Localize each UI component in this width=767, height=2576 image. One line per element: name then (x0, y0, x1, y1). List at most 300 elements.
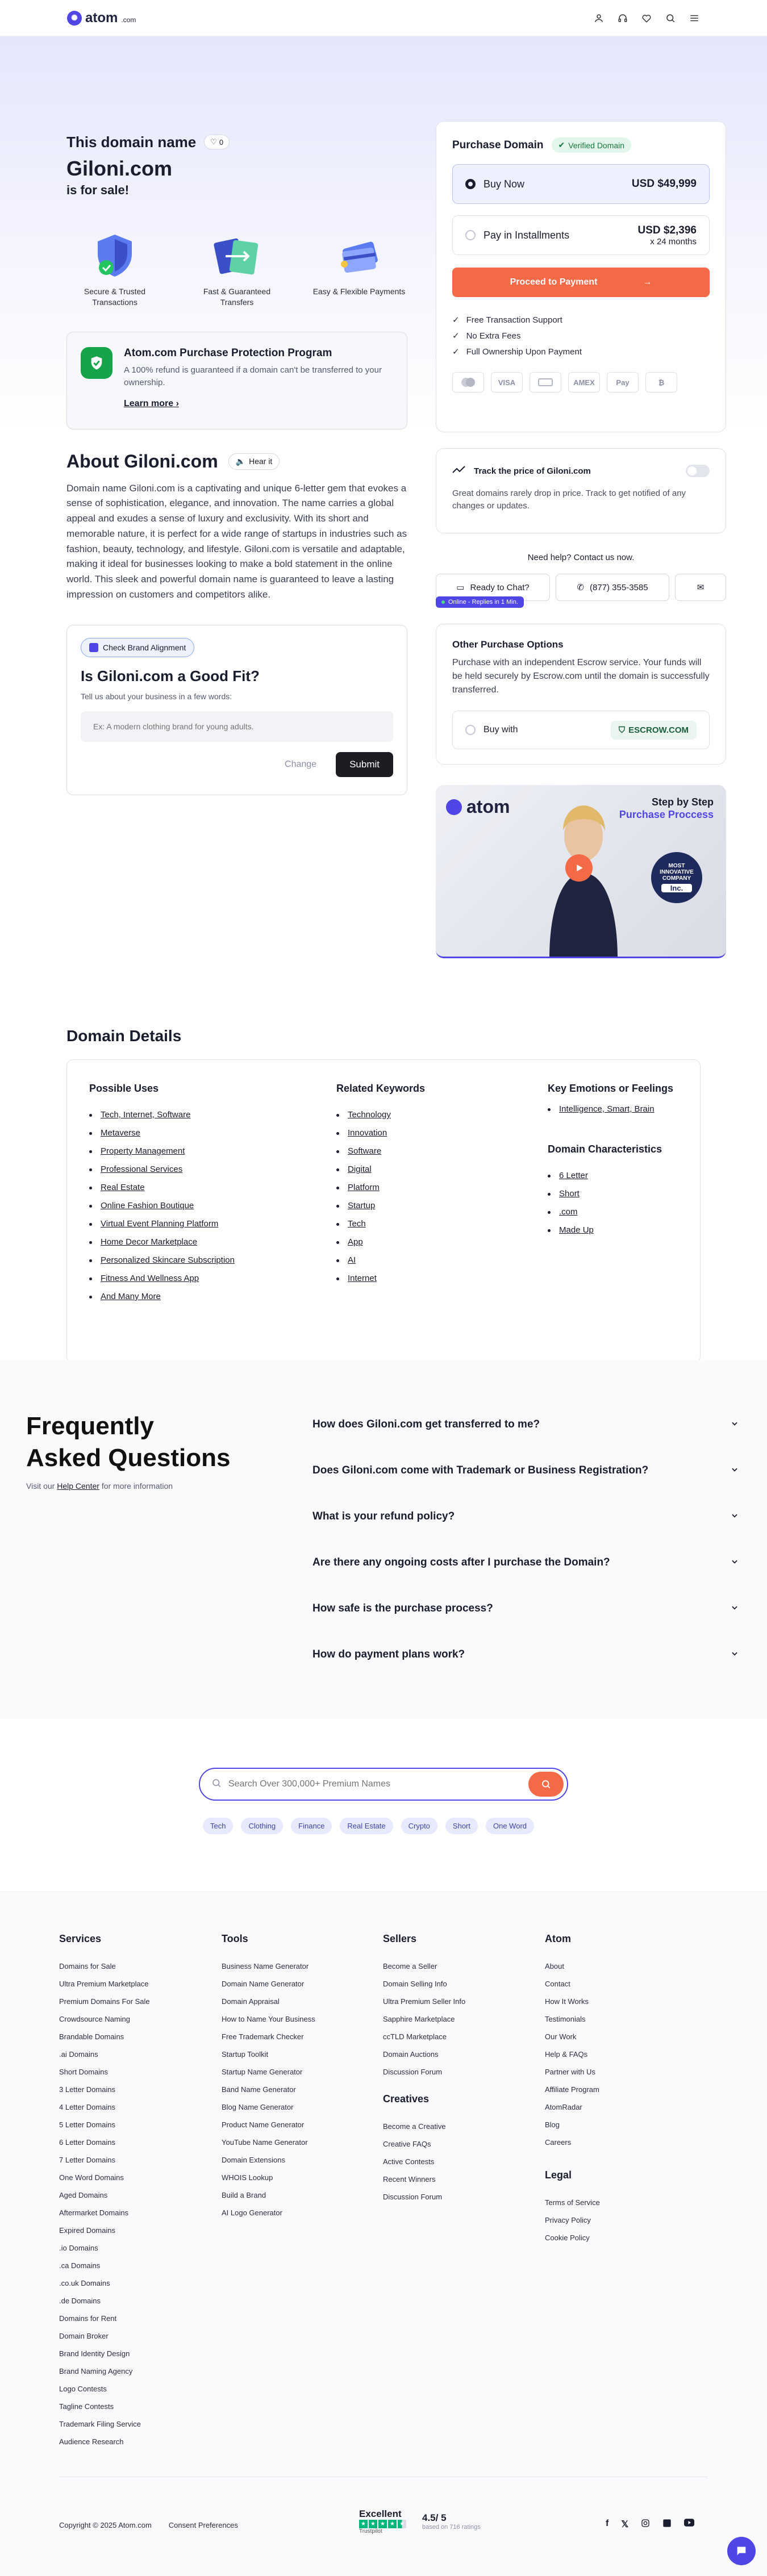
video-title (619, 796, 714, 821)
buy-now-label: Buy Now (483, 178, 525, 190)
emotion-item-label: Intelligence, Smart, Brain (559, 1104, 655, 1114)
emotions-column (548, 1083, 678, 1239)
benefit-label: No Extra Fees (466, 331, 521, 341)
footer-link[interactable]: Recent Winners (383, 2175, 436, 2183)
possible-uses-title: Possible Uses (89, 1083, 159, 1094)
payment-methods (452, 372, 710, 393)
possible-use-item[interactable] (89, 1270, 305, 1288)
feature-list (66, 229, 407, 308)
video-logo-text: atom (466, 796, 510, 817)
trustpilot-ratings: based on 716 ratings (422, 2524, 481, 2531)
footer-tools-title: Tools (222, 1933, 248, 1944)
footer-link[interactable]: Testimonials (545, 2015, 586, 2023)
faq-item[interactable] (312, 1447, 739, 1493)
faq-title-line1: Frequently (26, 1412, 154, 1440)
badge-brand: Inc. (661, 884, 692, 892)
faq-sub-prefix: Visit our (26, 1481, 55, 1491)
keyword-item-label: Tech (348, 1219, 366, 1229)
keyword-item[interactable] (336, 1251, 478, 1270)
footer-link[interactable]: Our Work (545, 2032, 577, 2041)
footer-link[interactable]: Crowdsource Naming (59, 2015, 130, 2023)
learn-more-link[interactable] (124, 399, 179, 409)
footer-sellers (383, 1933, 465, 2206)
feature-secure (66, 229, 163, 308)
keywords-column (336, 1083, 478, 1288)
purchase-process-video[interactable] (436, 785, 726, 958)
domain-info-column (66, 131, 407, 795)
transfer-cards-icon (189, 229, 285, 282)
footer-link[interactable]: How It Works (545, 1997, 589, 2006)
footer-tools (222, 1933, 315, 2222)
feature-fast-label: Fast & Guaranteed Transfers (203, 287, 271, 307)
logo-suffix: .com (121, 15, 136, 24)
keyword-item[interactable] (336, 1106, 478, 1124)
footer-link[interactable]: Discussion Forum (383, 2068, 443, 2076)
footer-link[interactable]: Product Name Generator (222, 2120, 305, 2129)
possible-use-item-label: Home Decor Marketplace (101, 1237, 198, 1247)
footer-link[interactable]: Aged Domains (59, 2191, 108, 2199)
search-icon[interactable] (665, 12, 676, 24)
chevron-down-icon (731, 1464, 739, 1477)
benefit-item (452, 344, 710, 360)
keyword-item-label: Internet (348, 1274, 377, 1283)
trustpilot-stars (359, 2520, 406, 2528)
characteristic-item[interactable] (548, 1203, 678, 1221)
verified-label: Verified Domain (568, 140, 625, 150)
escrow-radio[interactable] (465, 725, 476, 735)
footer-link[interactable]: Cookie Policy (545, 2233, 590, 2242)
hero-line1-text: This domain name (66, 133, 197, 151)
instagram-icon[interactable] (641, 2519, 650, 2531)
possible-use-item[interactable] (89, 1142, 305, 1160)
linkedin-icon[interactable] (662, 2519, 672, 2531)
menu-icon[interactable] (689, 12, 700, 24)
escrow-option[interactable] (452, 711, 710, 749)
possible-use-item-label: Metaverse (101, 1128, 141, 1138)
keyword-item-label: Technology (348, 1110, 391, 1120)
emotion-item[interactable] (548, 1100, 678, 1118)
keyword-item-label: App (348, 1237, 363, 1247)
faq-question: How safe is the purchase process? (312, 1602, 493, 1614)
star-icon: ★ (378, 2520, 387, 2528)
footer-link[interactable]: Discussion Forum (383, 2193, 443, 2201)
footer-link[interactable]: AI Logo Generator (222, 2208, 282, 2217)
footer-link[interactable]: About (545, 1962, 564, 1970)
footer-link[interactable]: Domain Broker (59, 2332, 109, 2340)
possible-use-item-label: Tech, Internet, Software (101, 1110, 191, 1120)
faq-item[interactable] (312, 1401, 739, 1447)
footer-atom (545, 1933, 600, 2247)
star-icon: ★ (359, 2520, 368, 2528)
fit-title: Is Giloni.com a Good Fit? (81, 667, 260, 685)
footer-link[interactable]: .ca Domains (59, 2261, 101, 2270)
keyword-item[interactable] (336, 1215, 478, 1233)
trustpilot-label: Trustpilot (359, 2528, 382, 2535)
footer-link[interactable]: Ultra Premium Seller Info (383, 1997, 466, 2006)
keyword-item[interactable] (336, 1160, 478, 1179)
search-tag[interactable]: One Word (486, 1818, 534, 1834)
footer-link[interactable]: Creative FAQs (383, 2140, 431, 2148)
possible-use-item[interactable] (89, 1179, 305, 1197)
faq-question: What is your refund policy? (312, 1510, 455, 1522)
faq-title (26, 1410, 230, 1474)
footer-link[interactable]: Domains for Sale (59, 1962, 116, 1970)
check-circle-icon: ✔ (558, 140, 565, 149)
footer-link[interactable]: Trademark Filing Service (59, 2420, 141, 2428)
footer-link[interactable]: Audience Research (59, 2437, 124, 2446)
video-logo (446, 796, 510, 817)
copyright-text: Copyright © 2025 Atom.com (59, 2521, 152, 2529)
footer-link[interactable]: Startup Name Generator (222, 2068, 303, 2076)
hear-it-button[interactable] (228, 453, 280, 470)
premium-search-bar (199, 1768, 568, 1801)
chevron-down-icon (731, 1556, 739, 1569)
copyright-row (59, 2521, 238, 2529)
keyword-item-label: Startup (348, 1201, 376, 1210)
feature-easy (311, 229, 407, 308)
feature-easy-label: Easy & Flexible Payments (312, 287, 406, 296)
search-tag[interactable]: Short (445, 1818, 478, 1834)
about-header (66, 451, 407, 472)
footer-atom-title: Atom (545, 1933, 571, 1944)
possible-uses-column (89, 1083, 305, 1306)
headset-icon[interactable] (617, 12, 628, 24)
possible-use-item[interactable] (89, 1106, 305, 1124)
characteristic-item-label: 6 Letter (559, 1171, 588, 1180)
for-sale-text: is for sale! (66, 183, 130, 197)
possible-use-item-label: And Many More (101, 1292, 161, 1301)
buy-now-price: USD $49,999 (631, 178, 697, 190)
keyword-item[interactable] (336, 1124, 478, 1142)
footer-link[interactable]: Sapphire Marketplace (383, 2015, 455, 2023)
search-tag[interactable]: Real Estate (340, 1818, 393, 1834)
footer-link[interactable]: .de Domains (59, 2297, 101, 2305)
feature-fast (189, 229, 285, 308)
other-purchase-card (436, 624, 726, 765)
site-header (0, 0, 767, 36)
characteristic-item[interactable] (548, 1221, 678, 1239)
keywords-title: Related Keywords (336, 1083, 426, 1094)
footer-link[interactable]: Careers (545, 2138, 572, 2147)
footer-link[interactable]: Privacy Policy (545, 2216, 591, 2224)
keyword-item[interactable] (336, 1270, 478, 1288)
price-tracker-card (436, 448, 726, 533)
footer-link[interactable]: 7 Letter Domains (59, 2156, 115, 2164)
brand-icon (89, 643, 98, 652)
site-footer (0, 1892, 767, 2576)
keywords-list (336, 1106, 478, 1288)
about-title: About Giloni.com (66, 450, 218, 471)
video-title-line1: Step by Step (651, 796, 714, 808)
footer-link[interactable]: YouTube Name Generator (222, 2138, 308, 2147)
footer-link[interactable]: Startup Toolkit (222, 2050, 269, 2059)
footer-link[interactable]: Free Trademark Checker (222, 2032, 304, 2041)
arrow-right-icon: → (643, 277, 652, 287)
footer-link[interactable]: Domain Appraisal (222, 1997, 280, 2006)
installments-term: x 24 months (650, 236, 697, 247)
atom-logo-icon (446, 799, 462, 815)
trustpilot-score: 4.5/ 5 (422, 2512, 447, 2523)
footer-link[interactable]: How to Name Your Business (222, 2015, 315, 2023)
keyword-item-label: Innovation (348, 1128, 387, 1138)
footer-link[interactable]: Blog Name Generator (222, 2103, 294, 2111)
heart-icon[interactable] (641, 12, 652, 24)
social-links (606, 2519, 694, 2531)
footer-link[interactable]: Become a Seller (383, 1962, 437, 1970)
facebook-icon[interactable]: f (606, 2519, 609, 2528)
buy-now-option[interactable] (452, 164, 710, 204)
footer-link[interactable]: One Word Domains (59, 2173, 124, 2182)
keyword-item-label: Platform (348, 1183, 380, 1192)
check-brand-label: Check Brand Alignment (103, 643, 186, 653)
faq-item[interactable] (312, 1631, 739, 1677)
possible-use-item-label: Real Estate (101, 1183, 145, 1192)
fit-subtitle: Tell us about your business in a few words: (81, 692, 232, 702)
atom-logo-icon: ✺ (67, 11, 82, 26)
footer-link[interactable]: Contact (545, 1980, 570, 1988)
brand-fit-card (66, 625, 407, 795)
footer-link[interactable]: Expired Domains (59, 2226, 115, 2235)
footer-creatives-title: Creatives (383, 2093, 430, 2105)
chat-icon: ▭ (456, 583, 465, 592)
possible-use-item[interactable] (89, 1124, 305, 1142)
domain-details-card (66, 1059, 701, 1363)
credit-card-icon (311, 229, 407, 282)
footer-services-title: Services (59, 1933, 102, 1944)
track-text: Great domains rarely drop in price. Track to get notified of any changes or updates. (452, 489, 686, 511)
installments-price-value: USD $2,396 (637, 224, 697, 236)
installments-option[interactable] (452, 215, 710, 255)
possible-uses-list (89, 1106, 305, 1306)
footer-link[interactable]: Partner with Us (545, 2068, 595, 2076)
footer-link[interactable]: Business Name Generator (222, 1962, 309, 1970)
heart-icon: ♡ (210, 137, 217, 146)
purchase-title: Purchase Domain (452, 139, 544, 151)
protection-title: Atom.com Purchase Protection Program (124, 346, 332, 359)
escrow-shield-icon: ⛉ (618, 725, 626, 735)
faq-question: Are there any ongoing costs after I purchase the Domain? (312, 1556, 610, 1568)
footer-link[interactable]: Short Domains (59, 2068, 108, 2076)
check-icon: ✓ (452, 315, 460, 325)
atom-logo[interactable] (67, 10, 136, 26)
possible-use-item[interactable] (89, 1233, 305, 1251)
characteristic-item[interactable] (548, 1167, 678, 1185)
footer-link[interactable]: Domain Extensions (222, 2156, 285, 2164)
footer-link[interactable]: 4 Letter Domains (59, 2103, 115, 2111)
possible-use-item[interactable] (89, 1288, 305, 1306)
faq-sub-suffix: for more information (101, 1481, 173, 1491)
footer-link[interactable]: Help & FAQs (545, 2050, 588, 2059)
chat-label: Ready to Chat? (470, 582, 530, 592)
help-center-link[interactable]: Help Center (57, 1481, 99, 1491)
possible-use-item-label: Personalized Skincare Subscription (101, 1255, 235, 1265)
check-brand-badge (81, 638, 194, 657)
footer-link[interactable]: ccTLD Marketplace (383, 2032, 447, 2041)
benefit-label: Free Transaction Support (466, 315, 562, 325)
faq-list (312, 1401, 739, 1677)
star-icon: ★ (369, 2520, 377, 2528)
footer-link[interactable]: .co.uk Domains (59, 2279, 110, 2287)
other-title: Other Purchase Options (452, 639, 564, 650)
faq-question: How does Giloni.com get transferred to me? (312, 1418, 540, 1430)
footer-link[interactable]: Blog (545, 2120, 560, 2129)
hear-it-label: Hear it (249, 457, 273, 466)
possible-use-item[interactable] (89, 1215, 305, 1233)
footer-link[interactable]: .ai Domains (59, 2050, 98, 2059)
search-submit-button[interactable] (528, 1772, 564, 1797)
footer-link[interactable]: Domains for Rent (59, 2314, 117, 2323)
footer-link[interactable]: Become a Creative (383, 2122, 446, 2131)
footer-link[interactable]: Brandable Domains (59, 2032, 124, 2041)
change-button[interactable]: Change (274, 752, 327, 777)
search-tag[interactable]: Clothing (241, 1818, 283, 1834)
footer-link[interactable]: 6 Letter Domains (59, 2138, 115, 2147)
domain-details-title: Domain Details (66, 1027, 182, 1045)
keyword-item[interactable] (336, 1197, 478, 1215)
characteristic-item-label: Short (559, 1189, 580, 1199)
keyword-item[interactable] (336, 1179, 478, 1197)
possible-use-item[interactable] (89, 1160, 305, 1179)
footer-link[interactable]: Domain Selling Info (383, 1980, 447, 1988)
check-icon: ✓ (452, 331, 460, 341)
phone-button[interactable] (556, 574, 669, 601)
business-description-input[interactable] (81, 711, 393, 742)
footer-link[interactable]: Brand Naming Agency (59, 2367, 133, 2375)
footer-link[interactable]: Band Name Generator (222, 2085, 296, 2094)
online-label: Online - Replies in 1 Min. (448, 599, 518, 606)
verified-badge (552, 137, 632, 153)
track-price-toggle[interactable] (686, 465, 710, 477)
characteristics-title: Domain Characteristics (548, 1143, 662, 1155)
help-title: Need help? Contact us now. (527, 553, 635, 562)
proceed-to-payment-button[interactable] (452, 268, 710, 297)
domain-title: Giloni.com (66, 157, 173, 180)
possible-use-item-label: Fitness And Wellness App (101, 1274, 199, 1283)
protection-program-card (66, 332, 407, 429)
x-twitter-icon[interactable]: 𝕏 (621, 2520, 629, 2529)
footer-services (59, 1933, 150, 2450)
characteristics-list (548, 1167, 678, 1239)
benefit-item (452, 328, 710, 344)
secure-shield-icon (66, 229, 163, 282)
email-button[interactable] (675, 574, 726, 601)
benefit-label: Full Ownership Upon Payment (466, 346, 582, 357)
installments-price (637, 224, 697, 247)
online-status-badge (436, 596, 524, 608)
keyword-item[interactable] (336, 1142, 478, 1160)
search-tag[interactable]: Finance (291, 1818, 332, 1834)
possible-use-item-label: Online Fashion Boutique (101, 1201, 194, 1210)
search-tags (203, 1818, 534, 1834)
chevron-down-icon (731, 1602, 739, 1615)
check-icon: ✓ (452, 347, 460, 357)
feature-secure-label: Secure & Trusted Transactions (84, 287, 146, 307)
logo-text: atom (85, 10, 118, 26)
search-tag[interactable]: Tech (203, 1818, 233, 1834)
speaker-icon: 🔈 (235, 456, 246, 466)
online-dot-icon (441, 600, 445, 604)
other-text: Purchase with an independent Escrow service. Your funds will be held securely by Escrow.com until the domain is successfully transferred. (452, 658, 710, 695)
trend-chart-icon (452, 465, 466, 477)
footer-link[interactable]: AtomRadar (545, 2103, 582, 2111)
benefit-list (452, 312, 710, 360)
faq-item[interactable] (312, 1585, 739, 1631)
footer-link[interactable]: Brand Identity Design (59, 2349, 130, 2358)
search-tag[interactable]: Crypto (401, 1818, 437, 1834)
footer-link[interactable]: Ultra Premium Marketplace (59, 1980, 149, 1988)
contact-options (436, 574, 726, 606)
bank-icon (530, 372, 561, 393)
star-icon: ★ (388, 2520, 397, 2528)
footer-link[interactable]: Domain Name Generator (222, 1980, 305, 1988)
footer-link[interactable]: Build a Brand (222, 2191, 266, 2199)
shield-check-icon (81, 347, 112, 379)
consent-preferences-link[interactable]: Consent Preferences (168, 2521, 238, 2529)
footer-link[interactable]: Aftermarket Domains (59, 2208, 129, 2217)
phone-icon: ✆ (577, 583, 584, 592)
installments-label: Pay in Installments (483, 229, 570, 241)
possible-use-item-label: Property Management (101, 1146, 185, 1156)
premium-search-input[interactable] (228, 1779, 522, 1789)
footer-link[interactable]: Tagline Contests (59, 2402, 114, 2411)
footer-link[interactable]: Active Contests (383, 2157, 435, 2166)
protection-text: A 100% refund is guaranteed if a domain can't be transferred to your ownership. (124, 365, 382, 387)
characteristic-item[interactable] (548, 1185, 678, 1203)
possible-use-item[interactable] (89, 1197, 305, 1215)
characteristic-item-label: Made Up (559, 1225, 594, 1235)
amex-icon: AMEX (568, 372, 600, 393)
trustpilot-widget[interactable] (359, 2508, 481, 2535)
live-chat-button[interactable] (727, 2537, 756, 2565)
star-icon: ★ (398, 2520, 406, 2528)
faq-item[interactable] (312, 1539, 739, 1585)
search-icon (211, 1778, 222, 1791)
footer-link[interactable]: Premium Domains For Sale (59, 1997, 150, 2006)
proceed-label: Proceed to Payment (510, 277, 598, 287)
escrow-logo (611, 721, 697, 740)
apple-pay-icon: Pay (607, 372, 639, 393)
footer-link[interactable]: Domain Auctions (383, 2050, 439, 2059)
youtube-icon[interactable] (684, 2519, 694, 2531)
buy-now-radio[interactable] (465, 179, 476, 189)
user-icon[interactable] (593, 12, 605, 24)
footer-link[interactable]: 5 Letter Domains (59, 2120, 115, 2129)
footer-link[interactable]: WHOIS Lookup (222, 2173, 273, 2182)
footer-link[interactable]: Terms of Service (545, 2198, 600, 2207)
faq-item[interactable] (312, 1493, 739, 1539)
keyword-item[interactable] (336, 1233, 478, 1251)
submit-button[interactable]: Submit (336, 752, 393, 777)
installments-radio[interactable] (465, 230, 476, 240)
footer-link[interactable]: Affiliate Program (545, 2085, 599, 2094)
buy-with-label: Buy with (483, 725, 518, 734)
possible-use-item[interactable] (89, 1251, 305, 1270)
chevron-right-icon: › (176, 399, 179, 409)
hero-line1 (66, 131, 407, 153)
like-button[interactable] (204, 135, 230, 149)
emotions-title: Key Emotions or Feelings (548, 1083, 674, 1094)
footer-link[interactable]: 3 Letter Domains (59, 2085, 115, 2094)
escrow-label: ESCROW.COM (628, 725, 689, 735)
play-icon[interactable] (565, 854, 593, 882)
purchase-card (436, 121, 726, 432)
benefit-item (452, 312, 710, 328)
footer-link[interactable]: .io Domains (59, 2244, 98, 2252)
footer-legal-title: Legal (545, 2169, 572, 2181)
video-title-line2: Purchase Proccess (619, 808, 714, 820)
footer-link[interactable]: Logo Contests (59, 2385, 107, 2393)
emotions-list (548, 1100, 678, 1118)
